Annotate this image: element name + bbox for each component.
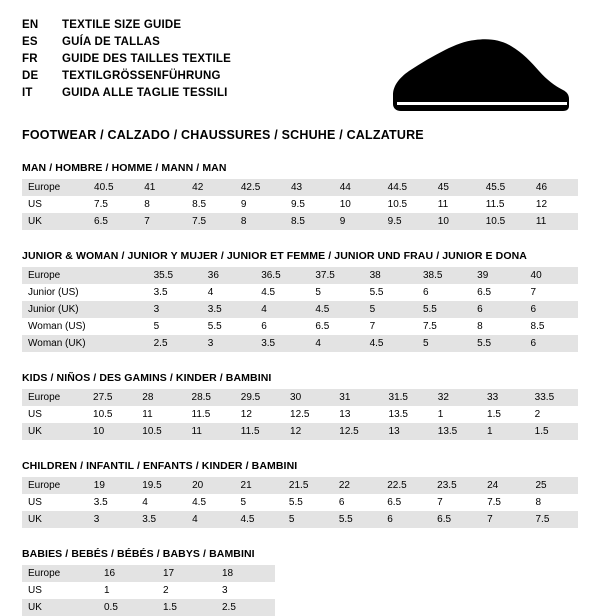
size-cell: 21.5 [283,477,333,494]
size-cell: 2 [529,406,578,423]
language-code: DE [22,70,39,82]
size-cell: 21 [235,477,283,494]
size-cell: 9 [334,213,382,230]
size-cell: 6.5 [381,494,431,511]
size-cell: 8 [471,318,524,335]
size-cell: 2 [157,582,216,599]
size-cell: 25 [530,477,579,494]
size-cell: 46 [530,179,578,196]
table-row [22,318,578,335]
size-cell: 5 [309,284,363,301]
size-cell: 1 [432,406,481,423]
size-cell: 3.5 [88,494,136,511]
size-cell: 4.5 [186,494,234,511]
size-cell: 20 [186,477,234,494]
size-cell: 11.5 [235,423,284,440]
language-row [22,18,231,35]
size-cell: 8 [235,213,285,230]
size-cell: 10.5 [87,406,136,423]
size-block-title: JUNIOR & WOMAN / JUNIOR Y MUJER / JUNIOR ET FEMME / JUNIOR UND FRAU / JUNIOR E DONA [22,250,527,262]
size-cell: 44 [334,179,382,196]
size-cell: 8 [138,196,186,213]
size-cell: 4.5 [364,335,417,352]
row-label: Woman (UK) [22,335,96,352]
language-code: ES [22,36,38,48]
size-table [22,389,578,440]
size-cell: 38 [364,267,417,284]
size-cell: 23.5 [431,477,481,494]
row-label: UK [22,599,98,616]
size-cell: 12.5 [333,423,382,440]
size-blocks-container [22,162,578,616]
size-cell: 33 [481,389,529,406]
row-label: Europe [22,565,98,582]
language-code: EN [22,19,39,31]
size-cell: 1.5 [481,406,529,423]
size-cell: 11 [432,196,480,213]
size-cell: 7 [525,284,578,301]
size-cell: 0.5 [98,599,157,616]
language-row [22,69,231,86]
row-label: Europe [22,477,88,494]
size-cell: 24 [481,477,529,494]
size-cell: 1.5 [529,423,578,440]
table-row [22,284,578,301]
size-cell: 30 [284,389,333,406]
language-row [22,86,231,103]
size-cell: 2.5 [216,599,275,616]
size-cell: 4 [202,284,255,301]
size-cell: 12 [235,406,284,423]
language-text: GUIDE DES TAILLES TEXTILE [62,53,231,65]
size-cell: 13 [333,406,382,423]
size-cell: 5.5 [283,494,333,511]
size-cell: 4 [136,494,186,511]
size-cell: 6 [417,284,471,301]
size-cell: 7.5 [530,511,579,528]
size-cell: 36.5 [255,267,309,284]
size-cell: 38.5 [417,267,471,284]
size-cell: 3 [216,582,275,599]
size-cell: 6 [525,301,578,318]
language-code: IT [22,87,33,99]
size-cell: 45.5 [480,179,530,196]
size-cell: 10.5 [382,196,432,213]
table-row [22,582,275,599]
dress-shoe-icon [385,38,570,116]
size-cell: 40.5 [88,179,138,196]
size-cell: 13.5 [432,423,481,440]
size-block-title: BABIES / BEBÉS / BÉBÉS / BABYS / BAMBINI [22,548,255,560]
size-cell: 6.5 [88,213,138,230]
table-row [22,213,578,230]
size-cell: 13.5 [383,406,432,423]
size-cell: 7.5 [481,494,529,511]
row-label: US [22,582,98,599]
size-cell: 11.5 [480,196,530,213]
size-cell: 29.5 [235,389,284,406]
size-cell: 43 [285,179,334,196]
size-cell: 36 [202,267,255,284]
size-block [22,372,578,440]
size-table [22,565,275,616]
table-row [22,494,578,511]
row-label: Europe [22,179,88,196]
size-block-title: CHILDREN / INFANTIL / ENFANTS / KINDER / BAMBINI [22,460,298,472]
size-cell: 32 [432,389,481,406]
size-cell: 13 [383,423,432,440]
size-cell: 27.5 [87,389,136,406]
size-cell: 3 [88,511,136,528]
row-label: Europe [22,389,87,406]
row-label: US [22,494,88,511]
size-cell: 4.5 [309,301,363,318]
table-row [22,406,578,423]
size-cell: 3 [202,335,255,352]
size-cell: 2.5 [148,335,202,352]
size-cell: 33.5 [529,389,578,406]
size-cell: 5 [364,301,417,318]
size-cell: 35.5 [148,267,202,284]
size-cell: 37.5 [309,267,363,284]
size-cell: 7 [481,511,529,528]
size-cell: 9.5 [285,196,334,213]
size-cell: 19.5 [136,477,186,494]
size-cell: 7.5 [88,196,138,213]
table-row [22,267,578,284]
size-cell: 11 [186,423,235,440]
size-cell: 10.5 [480,213,530,230]
size-cell: 5.5 [202,318,255,335]
size-cell: 18 [216,565,275,582]
size-block-title: MAN / HOMBRE / HOMME / MANN / MAN [22,162,227,174]
size-cell: 8.5 [285,213,334,230]
size-cell: 6 [525,335,578,352]
size-cell: 7.5 [417,318,471,335]
size-cell: 42.5 [235,179,285,196]
size-cell: 10 [334,196,382,213]
size-block-title: KIDS / NIÑOS / DES GAMINS / KINDER / BAMBINI [22,372,272,384]
size-cell: 8 [530,494,579,511]
size-cell: 11 [136,406,185,423]
table-row [22,477,578,494]
size-cell: 1 [98,582,157,599]
size-cell: 3.5 [148,284,202,301]
size-cell: 5 [417,335,471,352]
table-row [22,179,578,196]
size-cell: 44.5 [382,179,432,196]
size-cell: 9.5 [382,213,432,230]
size-block [22,460,578,528]
size-cell: 28 [136,389,185,406]
table-row [22,565,275,582]
size-cell: 22 [333,477,381,494]
size-cell [96,335,147,352]
size-cell: 5 [148,318,202,335]
size-cell: 4.5 [235,511,283,528]
size-cell [96,301,147,318]
language-text: GUIDA ALLE TAGLIE TESSILI [62,87,228,99]
size-cell: 19 [88,477,136,494]
size-cell: 1.5 [157,599,216,616]
size-cell: 42 [186,179,235,196]
size-cell: 1 [481,423,529,440]
size-cell: 7 [138,213,186,230]
size-cell: 6 [471,301,524,318]
size-cell: 4 [309,335,363,352]
size-cell: 5.5 [364,284,417,301]
language-title-body [22,18,231,103]
language-row [22,35,231,52]
size-cell: 6 [333,494,381,511]
size-cell: 11.5 [186,406,235,423]
table-row [22,335,578,352]
size-cell: 40 [525,267,578,284]
size-block [22,162,578,230]
size-cell: 41 [138,179,186,196]
table-row [22,423,578,440]
table-row [22,599,275,616]
size-cell: 6.5 [309,318,363,335]
row-label: Junior (UK) [22,301,96,318]
size-cell: 8.5 [186,196,235,213]
size-cell: 31 [333,389,382,406]
language-title-list [22,18,231,103]
row-label: US [22,196,88,213]
row-label: Europe [22,267,96,284]
size-cell: 10 [87,423,136,440]
size-cell: 5 [235,494,283,511]
table-row [22,511,578,528]
size-cell: 4 [186,511,234,528]
page-header [22,18,578,116]
row-label: US [22,406,87,423]
size-block [22,548,578,616]
size-cell: 8.5 [525,318,578,335]
size-cell [96,318,147,335]
row-label: Woman (US) [22,318,96,335]
language-text: TEXTILE SIZE GUIDE [62,19,182,31]
size-cell: 16 [98,565,157,582]
size-cell: 10 [432,213,480,230]
size-cell: 4.5 [255,284,309,301]
row-label: Junior (US) [22,284,96,301]
size-table [22,477,578,528]
size-cell [96,267,147,284]
size-cell: 7 [431,494,481,511]
size-cell: 31.5 [383,389,432,406]
size-cell: 5.5 [471,335,524,352]
language-row [22,52,231,69]
row-label: UK [22,423,87,440]
table-row [22,196,578,213]
size-cell: 28.5 [186,389,235,406]
size-cell: 17 [157,565,216,582]
size-cell: 3 [148,301,202,318]
size-cell: 6 [381,511,431,528]
size-cell: 11 [530,213,578,230]
size-cell [96,284,147,301]
size-cell: 5 [283,511,333,528]
size-cell: 5.5 [333,511,381,528]
size-cell: 39 [471,267,524,284]
size-table [22,267,578,352]
size-cell: 6.5 [431,511,481,528]
size-cell: 10.5 [136,423,185,440]
size-cell: 5.5 [417,301,471,318]
size-cell: 45 [432,179,480,196]
language-text: GUÍA DE TALLAS [62,36,160,48]
size-cell: 22.5 [381,477,431,494]
size-cell: 7 [364,318,417,335]
size-cell: 3.5 [202,301,255,318]
size-cell: 12 [530,196,578,213]
category-title: FOOTWEAR / CALZADO / CHAUSSURES / SCHUHE / CALZATURE [22,128,424,142]
language-code: FR [22,53,38,65]
row-label: UK [22,213,88,230]
size-cell: 3.5 [255,335,309,352]
table-row [22,389,578,406]
size-cell: 12.5 [284,406,333,423]
size-block [22,250,578,352]
size-cell: 12 [284,423,333,440]
language-text: TEXTILGRÖSSENFÜHRUNG [62,70,221,82]
row-label: UK [22,511,88,528]
size-cell: 4 [255,301,309,318]
table-row [22,301,578,318]
size-cell: 6 [255,318,309,335]
size-cell: 7.5 [186,213,235,230]
size-cell: 6.5 [471,284,524,301]
size-cell: 9 [235,196,285,213]
size-cell: 3.5 [136,511,186,528]
size-table [22,179,578,230]
